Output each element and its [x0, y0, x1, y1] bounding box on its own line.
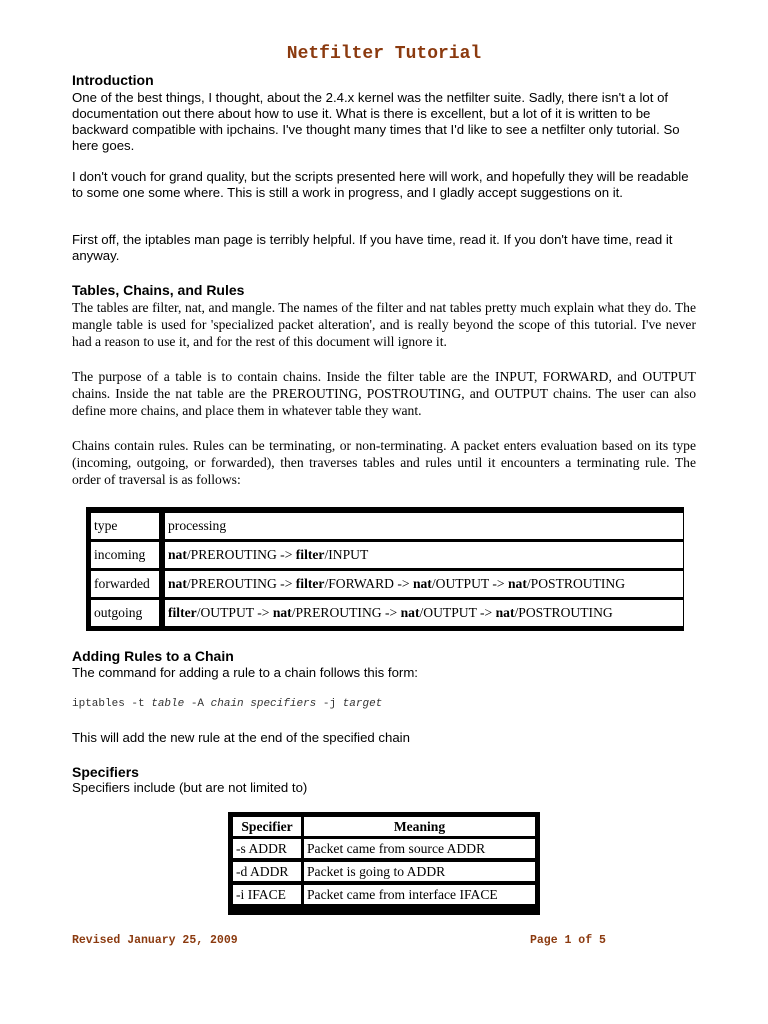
traversal-type-cell: outgoing [91, 600, 159, 626]
cmd-text: -j [316, 698, 343, 710]
meaning-header: Meaning [304, 817, 535, 836]
chain-path-text: /POSTROUTING [526, 576, 626, 591]
chain-path-text: /PREROUTING -> [186, 547, 296, 562]
page-title: Netfilter Tutorial [286, 44, 482, 64]
meaning-cell: Packet came from source ADDR [304, 839, 535, 858]
meaning-cell: Packet is going to ADDR [304, 862, 535, 881]
section-heading-adding-rules: Adding Rules to a Chain [72, 648, 234, 664]
specifier-cell: -i IFACE [233, 885, 301, 904]
traversal-header-processing: processing [165, 513, 683, 539]
footer-page-number: Page 1 of 5 [530, 934, 606, 947]
traversal-type-cell: incoming [91, 542, 159, 568]
table-name: filter [295, 576, 325, 591]
meaning-cell: Packet came from interface IFACE [304, 885, 535, 904]
section-heading-tables: Tables, Chains, and Rules [72, 282, 245, 298]
adding-paragraph-2: This will add the new rule at the end of the specified chain [72, 730, 410, 745]
specifier-cell: -d ADDR [233, 862, 301, 881]
tables-paragraph-1: The tables are filter, nat, and mangle. The names of the filter and nat tables pretty much explain what they do. The mangle table is used for 'specialized packet alteration', and is really beyond the scope of this tutorial. I've never had a reason to use it, and for the rest of this document will ignore it. [72, 300, 696, 349]
specifier-cell: -s ADDR [233, 839, 301, 858]
table-name: nat [168, 576, 187, 591]
tables-paragraph-3: Chains contain rules. Rules can be terminating, or non-terminating. A packet enters evaluation based on its type (incoming, outgoing, or forwarded), then traverses tables and rules until it encounters a terminating rule. The order of traversal is as follows: [72, 438, 696, 487]
intro-paragraph-3: First off, the iptables man page is terribly helpful. If you have time, read it. If you don't have time, read it anyway. [72, 232, 673, 263]
traversal-table [86, 507, 684, 631]
chain-path-text: /POSTROUTING [514, 605, 613, 620]
table-name: nat [507, 576, 527, 591]
adding-paragraph-1: The command for adding a rule to a chain follows this form: [72, 665, 418, 680]
chain-path-text: /OUTPUT -> [419, 605, 496, 620]
chain-path-text: /OUTPUT -> [431, 576, 508, 591]
table-name: nat [412, 576, 432, 591]
chain-path-text: /PREROUTING -> [291, 605, 401, 620]
section-heading-specifiers: Specifiers [72, 764, 139, 780]
cmd-text: iptables -t [72, 698, 152, 710]
specifier-table [228, 812, 540, 915]
section-heading-introduction: Introduction [72, 72, 154, 88]
chain-path-text: /PREROUTING -> [186, 576, 296, 591]
footer-revised-date: Revised January 25, 2009 [72, 934, 238, 947]
traversal-type-cell: forwarded [91, 571, 159, 597]
intro-paragraph-2: I don't vouch for grand quality, but the scripts presented here will work, and hopefully they will be readable to some one some where. This is still a work in progress, and I gladly accept suggestions on it. [72, 169, 689, 200]
chain-path-text: /INPUT [324, 547, 369, 562]
traversal-processing-cell [165, 600, 683, 626]
traversal-processing-cell [165, 571, 683, 597]
intro-paragraph-1: One of the best things, I thought, about the 2.4.x kernel was the netfilter suite. Sadly, there isn't a lot of documentation out there about how to use it. What is there is excellent, but a lot of it is written to be backward compatible with ipchains. I've thought many times that I'd like to see a netfilter only tutorial. So here goes. [72, 90, 680, 153]
table-name: nat [168, 547, 187, 562]
traversal-header-type: type [91, 513, 159, 539]
command-syntax [72, 698, 696, 710]
traversal-processing-cell [165, 542, 683, 568]
cmd-text: -A [184, 698, 211, 710]
table-name: nat [272, 605, 292, 620]
tables-paragraph-2: The purpose of a table is to contain chains. Inside the filter table are the INPUT, FORWARD, and OUTPUT chains. Inside the nat table are the PREROUTING, POSTROUTING, and OUTPUT chains. The user can also define more chains, and place them in whatever table they want. [72, 369, 696, 418]
table-name: filter [295, 547, 325, 562]
cmd-placeholder-chain: chain specifiers [210, 698, 317, 710]
table-name: filter [168, 605, 197, 620]
table-name: nat [400, 605, 420, 620]
table-name: nat [495, 605, 515, 620]
cmd-placeholder-target: target [342, 698, 383, 710]
cmd-placeholder-table: table [151, 698, 185, 710]
chain-path-text: /OUTPUT -> [196, 605, 273, 620]
specifier-header: Specifier [233, 817, 301, 836]
specifiers-paragraph: Specifiers include (but are not limited to) [72, 780, 308, 795]
chain-path-text: /FORWARD -> [324, 576, 413, 591]
